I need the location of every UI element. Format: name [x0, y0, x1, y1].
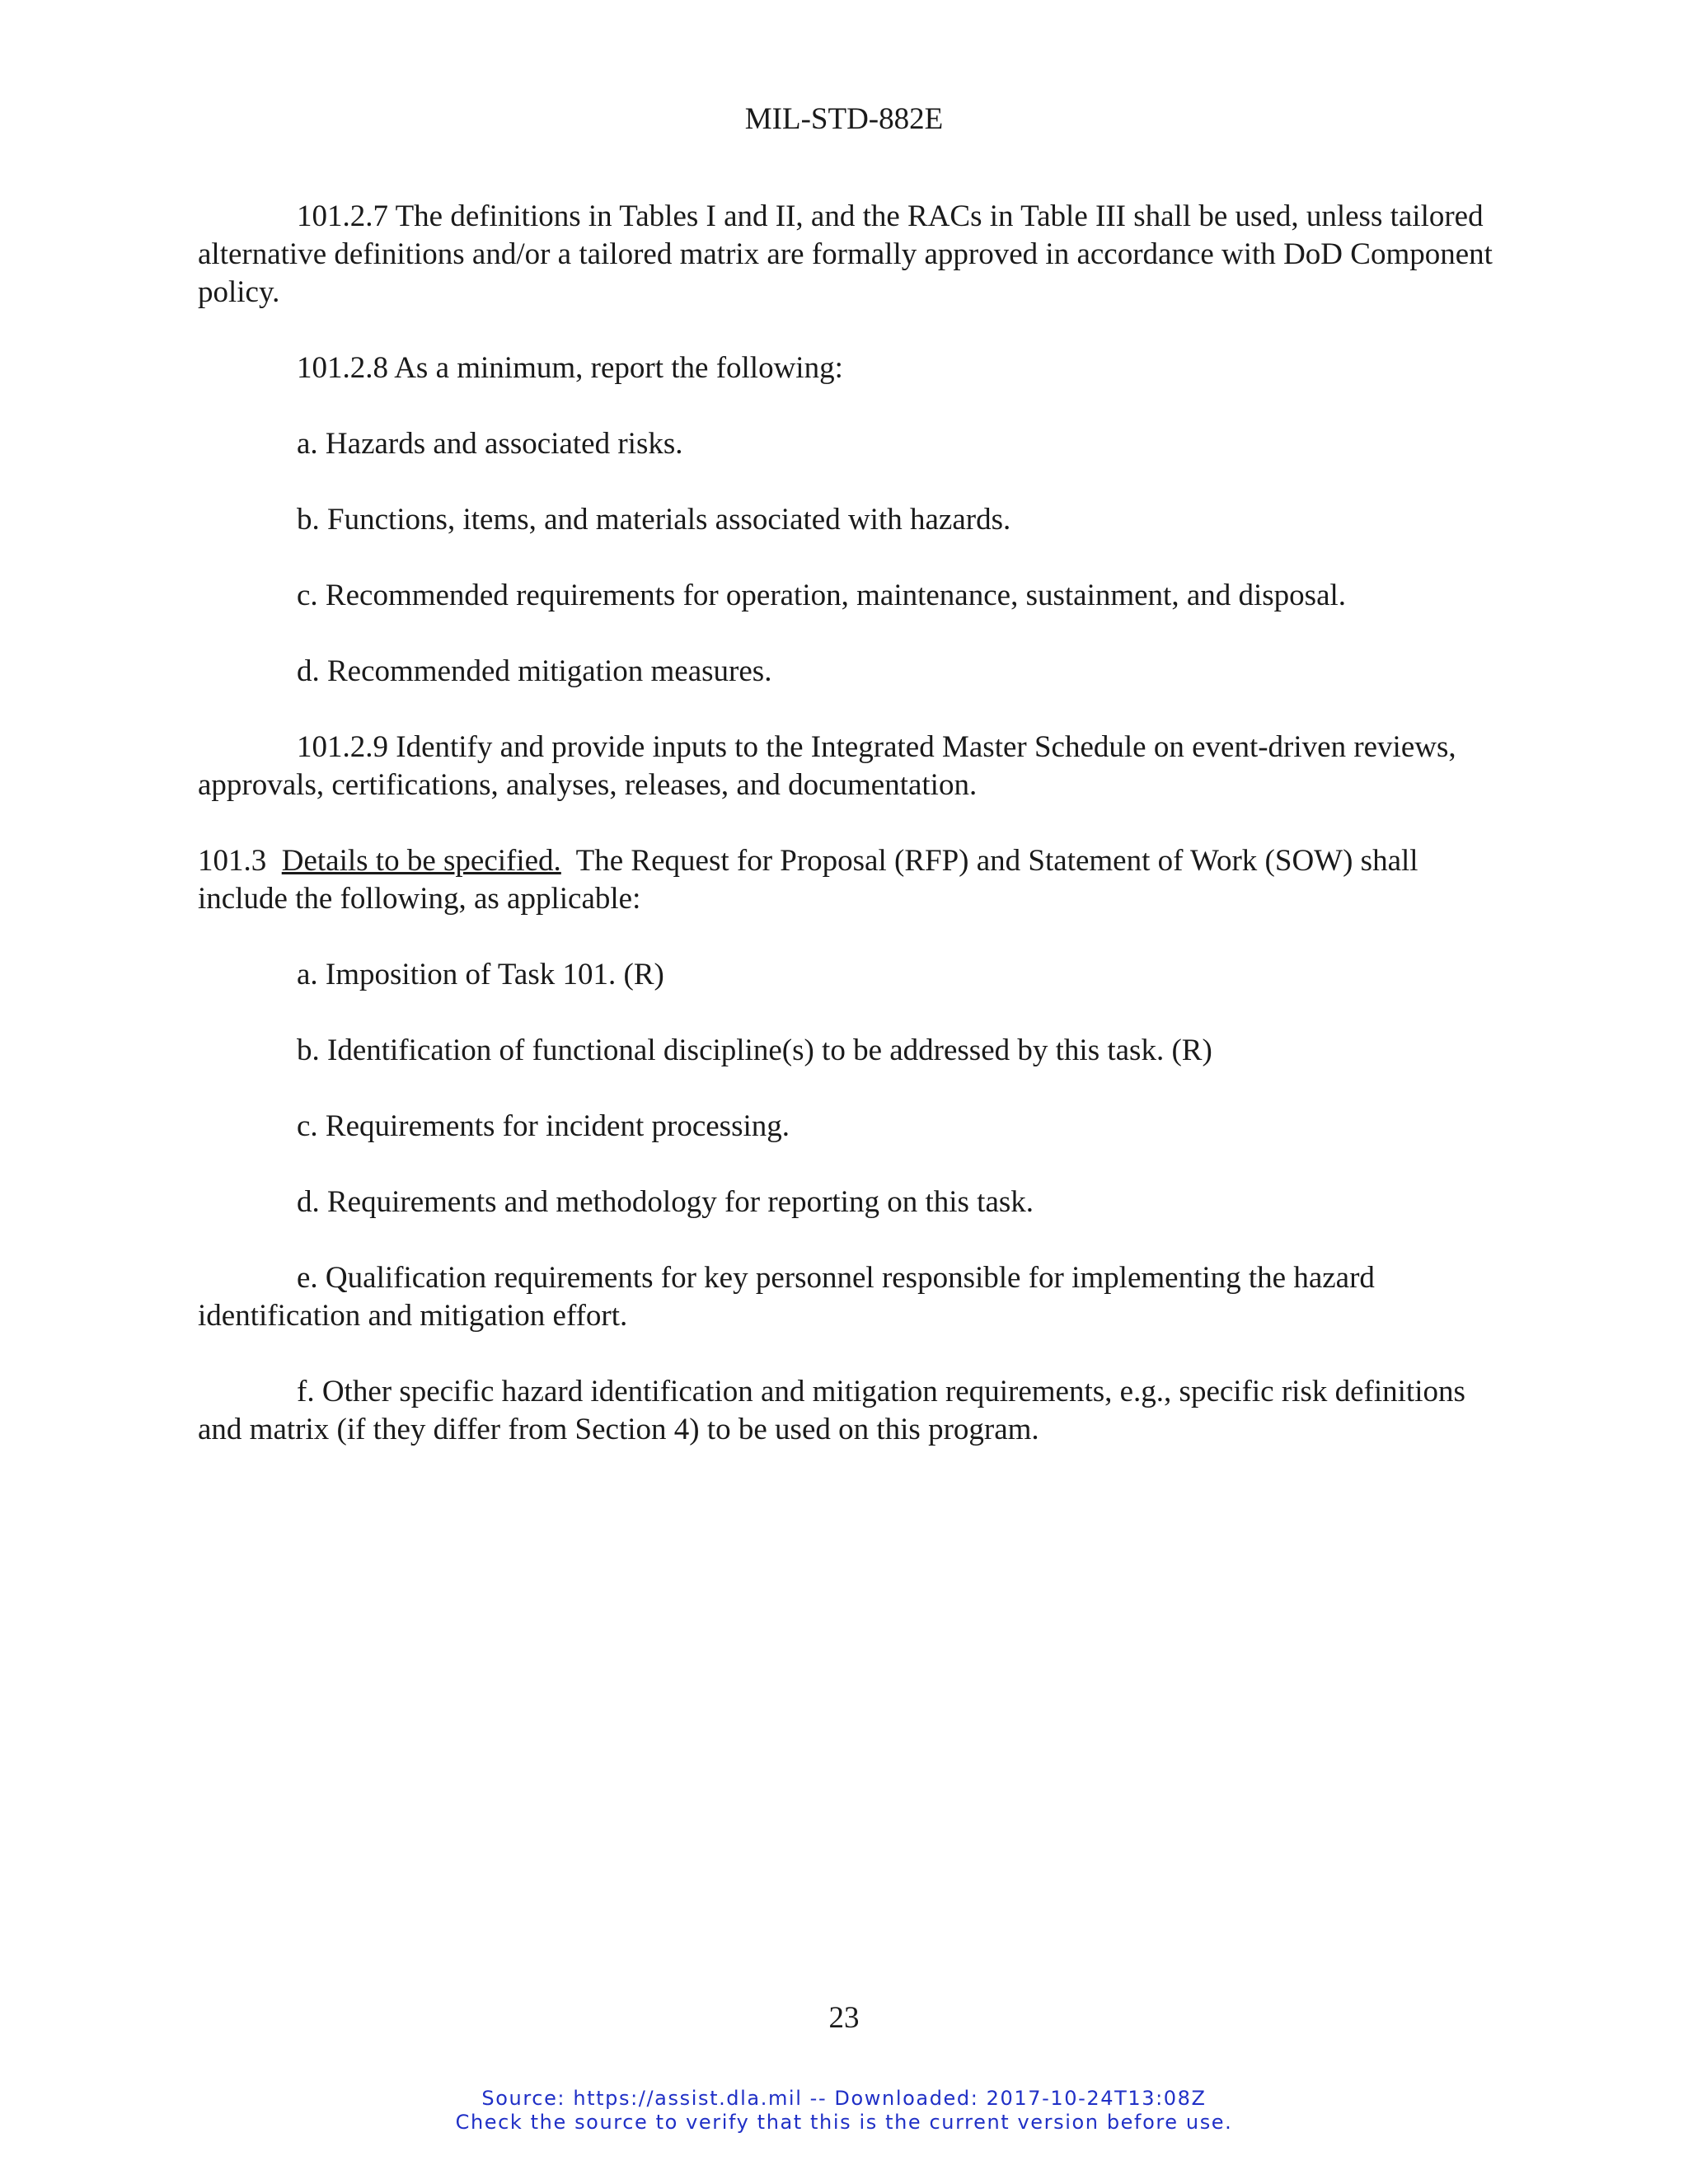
- list-item-report-b: b. Functions, items, and materials associated with hazards.: [297, 503, 1011, 537]
- list-item-report-c: c. Recommended requirements for operation, maintenance, sustainment, and disposal.: [297, 579, 1347, 612]
- paragraph-101-3: [198, 842, 1508, 918]
- paragraph-101-2-8: 101.2.8 As a minimum, report the following:: [297, 351, 843, 385]
- section-text: The Request for Proposal (RFP) and Statement of Work (SOW) shall include the following, as applicable:: [198, 844, 1426, 916]
- footer-source-line: Source: https://assist.dla.mil -- Downloaded: 2017-10-24T13:08Z: [481, 2087, 1207, 2110]
- section-heading: Details to be specified.: [281, 844, 561, 878]
- paragraph-101-2-7: 101.2.7 The definitions in Tables I and II, and the RACs in Table III shall be used, unless tailored alternative definitions and/or a tailored matrix are formally approved in accordance with DoD Component policy.: [198, 199, 1493, 309]
- section-number: 101.3: [198, 844, 282, 878]
- paragraph-101-2-9: 101.2.9 Identify and provide inputs to the Integrated Master Schedule on event-driven reviews, approvals, certifications, analyses, releases, and documentation.: [198, 730, 1456, 802]
- list-item-report-d: d. Recommended mitigation measures.: [297, 654, 772, 688]
- document-body: [198, 198, 1508, 1487]
- source-footer: [0, 2087, 1688, 2135]
- footer-verify-line: Check the source to verify that this is the current version before use.: [455, 2111, 1233, 2134]
- list-item-details-d: d. Requirements and methodology for reporting on this task.: [297, 1185, 1034, 1219]
- document-header: MIL-STD-882E: [744, 102, 944, 136]
- list-item-details-c: c. Requirements for incident processing.: [297, 1109, 790, 1143]
- page-number: 23: [828, 2001, 860, 2035]
- list-item-details-e: e. Qualification requirements for key personnel responsible for implementing the hazard identification and mitigation effort.: [198, 1261, 1375, 1333]
- list-item-report-a: a. Hazards and associated risks.: [297, 427, 683, 461]
- list-item-details-b: b. Identification of functional discipline(s) to be addressed by this task. (R): [297, 1033, 1212, 1067]
- list-item-details-f: f. Other specific hazard identification and mitigation requirements, e.g., specific risk definitions and matrix (if they differ from Section 4) to be used on this program.: [198, 1375, 1465, 1446]
- list-item-details-a: a. Imposition of Task 101. (R): [297, 958, 664, 991]
